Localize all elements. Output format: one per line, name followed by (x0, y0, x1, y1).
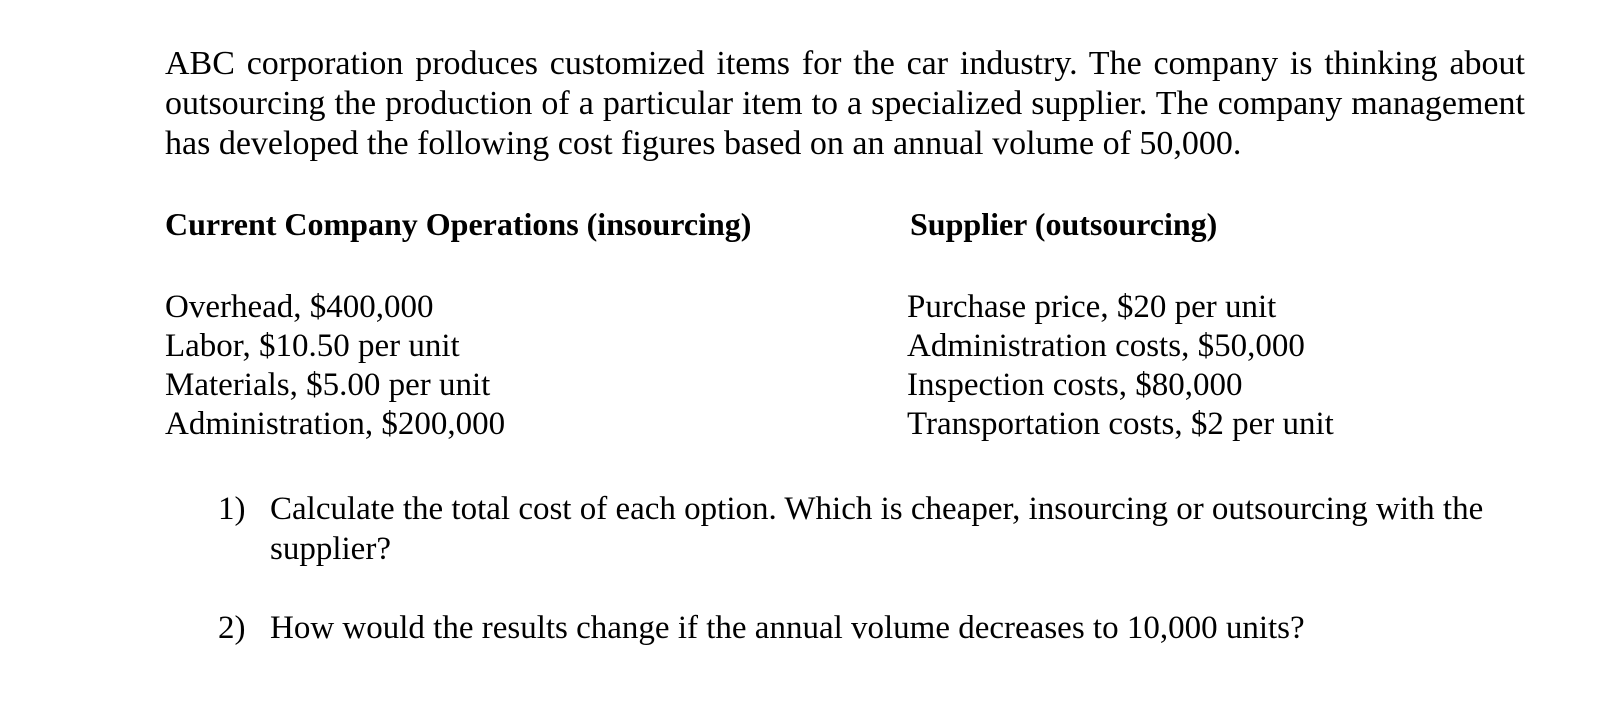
insourcing-heading: Current Company Operations (insourcing) (165, 206, 752, 242)
insourcing-cost-administration: Administration, $200,000 (165, 406, 506, 442)
question-2-number: 2) (218, 610, 246, 646)
outsourcing-cost-list (907, 288, 1334, 444)
question-1-number: 1) (218, 491, 246, 527)
question-2 (218, 608, 1518, 648)
question-1 (218, 489, 1518, 569)
insourcing-cost-list (165, 288, 505, 444)
question-1-text: Calculate the total cost of each option. Which is cheaper, insourcing or outsourcing with the supplier? (270, 491, 1484, 567)
outsourcing-heading: Supplier (outsourcing) (910, 206, 1218, 242)
outsourcing-cost-inspection: Inspection costs, $80,000 (907, 367, 1243, 403)
insourcing-cost-labor: Labor, $10.50 per unit (165, 328, 460, 364)
insourcing-cost-materials: Materials, $5.00 per unit (165, 367, 491, 403)
outsourcing-cost-administration: Administration costs, $50,000 (907, 328, 1305, 364)
outsourcing-cost-purchase-price: Purchase price, $20 per unit (907, 289, 1277, 325)
intro-paragraph: ABC corporation produces customized items for the car industry. The company is thinking about outsourcing the production of a particular item to a specialized supplier. The company management has developed the following cost figures based on an annual volume of 50,000. (165, 45, 1525, 162)
question-2-text: How would the results change if the annual volume decreases to 10,000 units? (270, 610, 1305, 646)
outsourcing-cost-transportation: Transportation costs, $2 per unit (907, 406, 1334, 442)
insourcing-cost-overhead: Overhead, $400,000 (165, 289, 434, 325)
